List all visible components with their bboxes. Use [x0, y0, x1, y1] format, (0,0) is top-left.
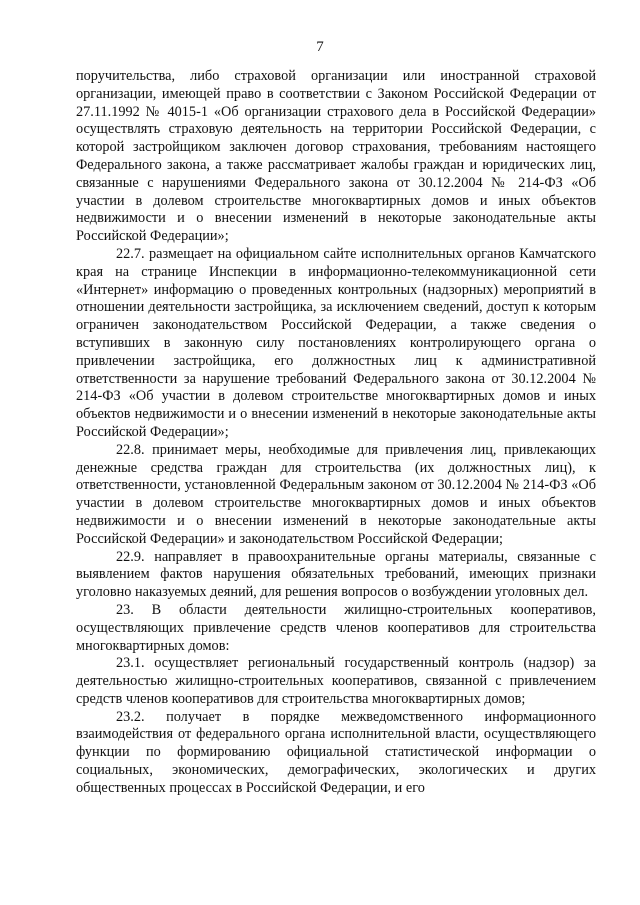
document-body — [76, 68, 596, 798]
paragraph-22-8: 22.8. принимает меры, необходимые для привлечения лиц, привлекающих денежные средства граждан для строительства (их должностных лиц), к ответственности, установленной Федеральным законом от 30.12.2004 № 214-ФЗ «Об участии в долевом строительстве многоквартирных домов и иных объектов недвижимости и о внесении изменений в некоторые законодательные акты Российской Федерации» и законодательством Российской Федерации; — [76, 441, 596, 547]
page-number: 7 — [316, 39, 324, 55]
paragraph-22-9: 22.9. направляет в правоохранительные органы материалы, связанные с выявлением фактов нарушения обязательных требований, имеющих признаки уголовно наказуемых деяний, для решения вопросов о возбуждении уголовных дел. — [76, 548, 596, 601]
paragraph-23: 23. В области деятельности жилищно-строительных кооперативов, осуществляющих привлечение средств членов кооперативов для строительства многоквартирных домов: — [76, 601, 596, 654]
paragraph-23-1: 23.1. осуществляет региональный государственный контроль (надзор) за деятельностью жилищно-строительных кооперативов, связанной с привлечением средств членов кооперативов для строительства многоквартирных домов; — [76, 655, 596, 707]
paragraph-23-2: 23.2. получает в порядке межведомственного информационного взаимодействия от федерального органа исполнительной власти, осуществляющего функции по формированию официальной статистической информации о социальных, экономических, демографических, экологических и других общественных процессах в Российской Федерации, и его — [76, 708, 596, 796]
paragraph-continuation: поручительства, либо страховой организации или иностранной страховой организации, имеющей право в соответствии с Законом Российской Федерации от 27.11.1992 № 4015-1 «Об организации страхового дела в Российской Федерации» осуществлять страховую деятельность на территории Российской Федерации, с которой застройщиком заключен договор страхования, требованиям настоящего Федерального закона, а также рассматривает жалобы граждан и юридических лиц, связанные с нарушениями Федерального закона от 30.12.2004 № 214-ФЗ «Об участии в долевом строительстве многоквартирных домов и иных объектов недвижимости и о внесении изменений в некоторые законодательные акты Российской Федерации»; — [76, 68, 596, 245]
paragraph-22-7: 22.7. размещает на официальном сайте исполнительных органов Камчатского края на странице Инспекции в информационно-телекоммуникационной сети «Интернет» информацию о проведенных контрольных (надзорных) мероприятий в отношении деятельности застройщика, за исключением сведений, доступ к которым ограничен законодательством Российской Федерации, а также сведения о вступивших в законную силу постановлениях контролирующего органа о привлечении застройщика, его должностных лиц к административной ответственности за нарушение требований Федерального закона от 30.12.2004 № 214-ФЗ «Об участии в долевом строительстве многоквартирных домов и иных объектов недвижимости и о внесении изменений в некоторые законодательные акты Российской Федерации»; — [76, 245, 596, 440]
